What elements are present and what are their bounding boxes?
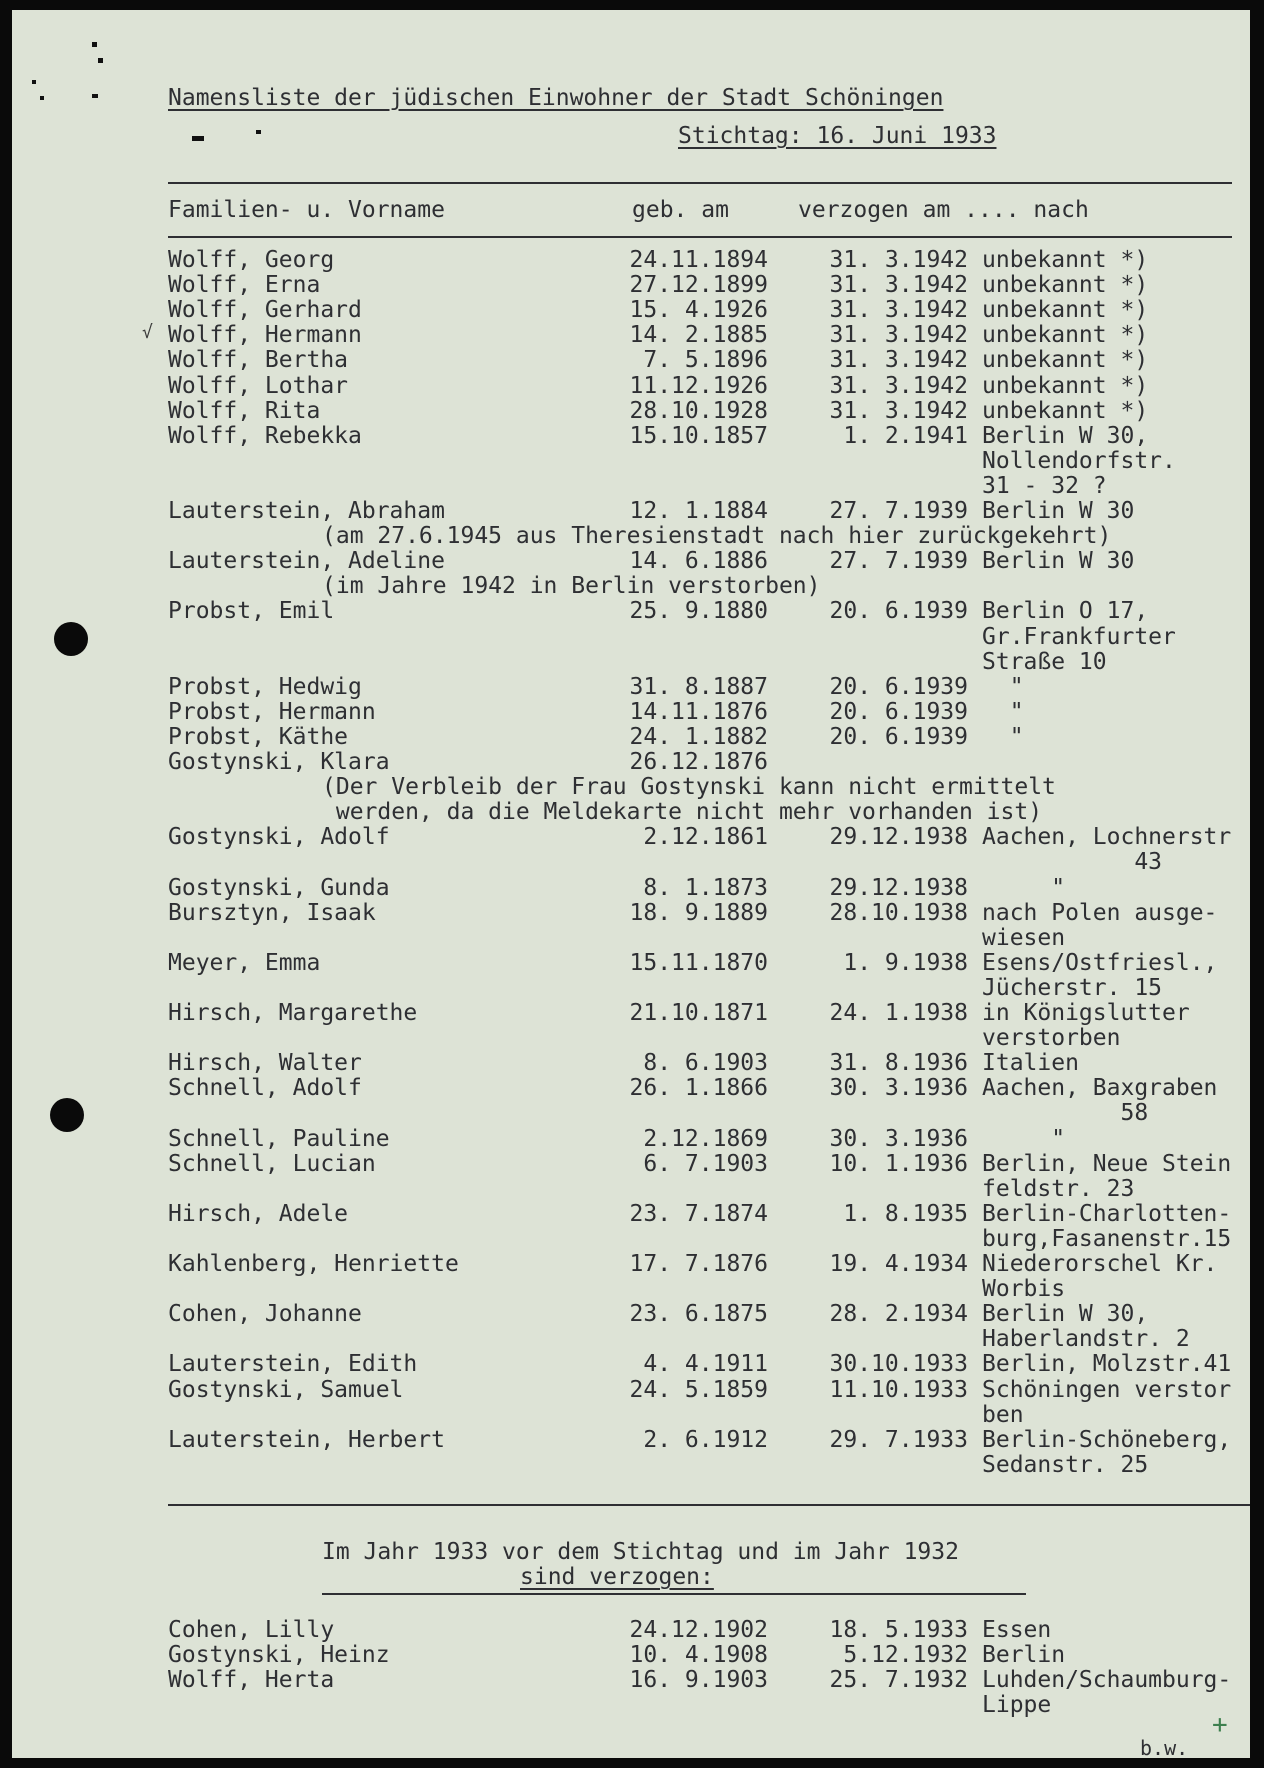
destination-cell: Berlin-Charlotten- <box>982 1200 1232 1227</box>
name-cell: Schnell, Lucian <box>168 1150 376 1177</box>
destination-cell: Berlin W 30, <box>982 422 1149 449</box>
table-row <box>12 449 1250 474</box>
destination-cell: verstorben <box>982 1025 1121 1052</box>
destination-cell: Aachen, Baxgraben <box>982 1075 1218 1102</box>
move-date-cell: 20. 6.1939 <box>829 598 968 625</box>
section-heading-line2: sind verzogen: <box>520 1564 714 1590</box>
birth-date-cell: 6. 7.1903 <box>643 1150 768 1177</box>
birth-date-cell: 8. 6.1903 <box>643 1050 768 1077</box>
table-row <box>12 1378 1250 1403</box>
table-row <box>12 1202 1250 1227</box>
destination-cell: Berlin, Neue Stein <box>982 1150 1232 1177</box>
table-row <box>12 951 1250 976</box>
name-cell: Lauterstein, Abraham <box>168 498 445 524</box>
name-cell: Wolff, Erna <box>168 272 321 299</box>
header-born: geb. am <box>632 197 729 223</box>
destination-cell: Berlin-Schöneberg, <box>982 1426 1232 1453</box>
name-cell: Wolff, Georg <box>168 247 335 273</box>
table-row <box>12 474 1250 499</box>
name-cell: Schnell, Pauline <box>168 1125 390 1152</box>
destination-cell: Berlin <box>982 1642 1066 1669</box>
name-cell: Gostynski, Samuel <box>168 1376 404 1403</box>
move-date-cell: 31. 3.1942 <box>829 347 968 374</box>
name-cell: Gostynski, Heinz <box>168 1642 390 1669</box>
birth-date-cell: 23. 7.1874 <box>629 1200 768 1227</box>
table-row <box>12 1076 1250 1101</box>
move-date-cell: 28. 2.1934 <box>829 1301 968 1328</box>
bottom-rule <box>168 1504 1250 1506</box>
destination-cell: " <box>982 1125 1066 1152</box>
table-row <box>12 1152 1250 1177</box>
move-date-cell: 1. 9.1938 <box>843 949 968 976</box>
note-text: (Der Verbleib der Frau Gostynski kann nicht ermittelt <box>322 774 1056 801</box>
birth-date-cell: 24. 5.1859 <box>629 1376 768 1403</box>
table-row <box>12 1693 1250 1718</box>
birth-date-cell: 7. 5.1896 <box>643 347 768 374</box>
destination-cell: 43 <box>982 849 1163 876</box>
destination-cell: Aachen, Lochnerstr <box>982 824 1232 851</box>
table-note <box>12 775 1250 800</box>
table-row <box>12 650 1250 675</box>
note-text: (am 27.6.1945 aus Theresienstadt nach hier zurückgekehrt) <box>322 523 1112 550</box>
destination-cell: unbekannt *) <box>982 372 1149 399</box>
move-date-cell: 31. 3.1942 <box>829 297 968 324</box>
destination-cell: " <box>982 673 1024 700</box>
table-row <box>12 926 1250 951</box>
birth-date-cell: 4. 4.1911 <box>643 1351 768 1378</box>
table-note <box>12 574 1250 599</box>
destination-cell: unbekannt *) <box>982 272 1149 299</box>
destination-cell: Italien <box>982 1050 1079 1077</box>
move-date-cell: 27. 7.1939 <box>829 548 968 575</box>
destination-cell: Nollendorfstr. <box>982 447 1176 474</box>
table-row <box>12 424 1250 449</box>
move-date-cell: 31. 3.1942 <box>829 372 968 399</box>
destination-cell: unbekannt *) <box>982 297 1149 324</box>
move-date-cell: 27. 7.1939 <box>829 498 968 524</box>
name-cell: Gostynski, Gunda <box>168 874 390 901</box>
section-rule <box>322 1593 1026 1595</box>
name-cell: Wolff, Rita <box>168 397 321 424</box>
speck <box>98 58 103 63</box>
document-title: Namensliste der jüdischen Einwohner der Stadt Schöningen <box>168 85 944 111</box>
destination-cell: Luhden/Schaumburg- <box>982 1667 1232 1694</box>
table-row <box>12 1302 1250 1327</box>
check-mark: √ <box>142 322 153 343</box>
table-row <box>12 750 1250 775</box>
birth-date-cell: 14. 2.1885 <box>629 322 768 349</box>
table-row <box>12 1001 1250 1026</box>
name-cell: Gostynski, Klara <box>168 749 390 775</box>
destination-cell: in Königslutter <box>982 1000 1190 1026</box>
header-rule <box>168 236 1232 238</box>
table-row <box>12 248 1250 273</box>
table-row <box>12 1277 1250 1302</box>
destination-cell: " <box>982 723 1024 750</box>
name-cell: Wolff, Herta <box>168 1667 335 1694</box>
cross-mark: + <box>1212 1710 1228 1740</box>
destination-cell: Straße 10 <box>982 648 1107 675</box>
name-cell: Wolff, Rebekka <box>168 422 362 449</box>
move-date-cell: 24. 1.1938 <box>829 1000 968 1026</box>
move-date-cell: 31. 3.1942 <box>829 322 968 349</box>
speck <box>92 94 98 98</box>
birth-date-cell: 26. 1.1866 <box>629 1075 768 1102</box>
table-row <box>12 1428 1250 1453</box>
name-cell: Lauterstein, Adeline <box>168 548 445 575</box>
name-cell: Lauterstein, Herbert <box>168 1426 445 1453</box>
speck <box>256 130 261 134</box>
note-text: werden, da die Meldekarte nicht mehr vorhanden ist) <box>322 799 1043 826</box>
destination-cell: Essen <box>982 1617 1052 1643</box>
destination-cell: " <box>982 874 1066 901</box>
top-rule <box>168 182 1232 184</box>
table-row <box>12 1252 1250 1277</box>
table-row <box>12 499 1250 524</box>
destination-cell: Jücherstr. 15 <box>982 974 1163 1001</box>
birth-date-cell: 24.11.1894 <box>629 247 768 273</box>
destination-cell: 58 <box>982 1100 1149 1127</box>
table-note <box>12 800 1250 825</box>
destination-cell: ben <box>982 1401 1024 1428</box>
destination-cell: Schöningen verstor <box>982 1376 1232 1403</box>
table-row <box>12 1051 1250 1076</box>
header-moved: verzogen am .... nach <box>798 197 1089 223</box>
table-row <box>12 273 1250 298</box>
table-row <box>12 675 1250 700</box>
birth-date-cell: 17. 7.1876 <box>629 1251 768 1277</box>
birth-date-cell: 2.12.1869 <box>643 1125 768 1152</box>
table-row <box>12 323 1250 348</box>
destination-cell: wiesen <box>982 924 1066 951</box>
birth-date-cell: 25. 9.1880 <box>629 598 768 625</box>
birth-date-cell: 14.11.1876 <box>629 698 768 725</box>
destination-cell: unbekannt *) <box>982 347 1149 374</box>
destination-cell: Gr.Frankfurter <box>982 623 1176 650</box>
name-cell: Kahlenberg, Henriette <box>168 1251 459 1277</box>
destination-cell: Haberlandstr. 2 <box>982 1326 1190 1353</box>
move-date-cell: 29.12.1938 <box>829 824 968 851</box>
name-cell: Wolff, Lothar <box>168 372 349 399</box>
table-row <box>12 599 1250 624</box>
name-cell: Gostynski, Adolf <box>168 824 390 851</box>
speck <box>192 136 204 141</box>
name-cell: Wolff, Bertha <box>168 347 349 374</box>
table-row <box>12 725 1250 750</box>
move-date-cell: 28.10.1938 <box>829 899 968 926</box>
destination-cell: Lippe <box>982 1692 1052 1719</box>
birth-date-cell: 14. 6.1886 <box>629 548 768 575</box>
destination-cell: burg,Fasanenstr.15 <box>982 1225 1232 1252</box>
section-heading-line1: Im Jahr 1933 vor dem Stichtag und im Jahr 1932 <box>322 1539 959 1565</box>
table-row <box>12 1403 1250 1428</box>
birth-date-cell: 10. 4.1908 <box>629 1642 768 1669</box>
name-cell: Hirsch, Margarethe <box>168 1000 418 1026</box>
move-date-cell: 30. 3.1936 <box>829 1125 968 1152</box>
move-date-cell: 11.10.1933 <box>829 1376 968 1403</box>
destination-cell: Sedanstr. 25 <box>982 1451 1149 1478</box>
move-date-cell: 30. 3.1936 <box>829 1075 968 1102</box>
move-date-cell: 1. 2.1941 <box>843 422 968 449</box>
table-row <box>12 976 1250 1001</box>
destination-cell: " <box>982 698 1024 725</box>
table-row <box>12 374 1250 399</box>
table-row <box>12 850 1250 875</box>
birth-date-cell: 23. 6.1875 <box>629 1301 768 1328</box>
table-row <box>12 700 1250 725</box>
speck <box>92 42 97 47</box>
name-cell: Wolff, Hermann <box>168 322 362 349</box>
destination-cell: Berlin W 30 <box>982 548 1135 575</box>
birth-date-cell: 15. 4.1926 <box>629 297 768 324</box>
name-cell: Lauterstein, Edith <box>168 1351 418 1378</box>
birth-date-cell: 11.12.1926 <box>629 372 768 399</box>
note-text: (im Jahre 1942 in Berlin verstorben) <box>322 573 821 600</box>
table-row <box>12 1453 1250 1478</box>
birth-date-cell: 21.10.1871 <box>629 1000 768 1026</box>
name-cell: Bursztyn, Isaak <box>168 899 376 926</box>
destination-cell: nach Polen ausge- <box>982 899 1218 926</box>
table-row <box>12 1668 1250 1693</box>
destination-cell: unbekannt *) <box>982 247 1149 273</box>
speck <box>32 80 36 84</box>
birth-date-cell: 24.12.1902 <box>629 1617 768 1643</box>
birth-date-cell: 16. 9.1903 <box>629 1667 768 1694</box>
move-date-cell: 25. 7.1932 <box>829 1667 968 1694</box>
move-date-cell: 1. 8.1935 <box>843 1200 968 1227</box>
move-date-cell: 30.10.1933 <box>829 1351 968 1378</box>
move-date-cell: 19. 4.1934 <box>829 1251 968 1277</box>
name-cell: Schnell, Adolf <box>168 1075 362 1102</box>
name-cell: Hirsch, Walter <box>168 1050 362 1077</box>
header-name: Familien- u. Vorname <box>168 197 445 223</box>
move-date-cell: 31. 3.1942 <box>829 397 968 424</box>
name-cell: Hirsch, Adele <box>168 1200 349 1227</box>
birth-date-cell: 26.12.1876 <box>629 749 768 775</box>
table-row <box>12 825 1250 850</box>
move-date-cell: 10. 1.1936 <box>829 1150 968 1177</box>
name-cell: Probst, Emil <box>168 598 335 625</box>
birth-date-cell: 8. 1.1873 <box>643 874 768 901</box>
birth-date-cell: 27.12.1899 <box>629 272 768 299</box>
table-row <box>12 625 1250 650</box>
destination-cell: feldstr. 23 <box>982 1175 1135 1202</box>
document-page <box>12 10 1250 1758</box>
reference-date: Stichtag: 16. Juni 1933 <box>678 123 997 149</box>
move-date-cell: 31. 3.1942 <box>829 272 968 299</box>
name-cell: Meyer, Emma <box>168 949 321 976</box>
name-cell: Probst, Hermann <box>168 698 376 725</box>
table-row <box>12 1227 1250 1252</box>
table-row <box>12 348 1250 373</box>
table-row <box>12 1618 1250 1643</box>
move-date-cell: 20. 6.1939 <box>829 723 968 750</box>
birth-date-cell: 24. 1.1882 <box>629 723 768 750</box>
table-note <box>12 524 1250 549</box>
birth-date-cell: 2. 6.1912 <box>643 1426 768 1453</box>
move-date-cell: 29.12.1938 <box>829 874 968 901</box>
table-row <box>12 1127 1250 1152</box>
destination-cell: Berlin W 30, <box>982 1301 1149 1328</box>
move-date-cell: 20. 6.1939 <box>829 698 968 725</box>
table-row <box>12 298 1250 323</box>
birth-date-cell: 12. 1.1884 <box>629 498 768 524</box>
move-date-cell: 29. 7.1933 <box>829 1426 968 1453</box>
move-date-cell: 31. 8.1936 <box>829 1050 968 1077</box>
name-cell: Wolff, Gerhard <box>168 297 362 324</box>
table-row <box>12 901 1250 926</box>
table-row <box>12 876 1250 901</box>
speck <box>40 96 44 100</box>
name-cell: Probst, Hedwig <box>168 673 362 700</box>
destination-cell: Berlin, Molzstr.41 <box>982 1351 1232 1378</box>
table-row <box>12 1101 1250 1126</box>
birth-date-cell: 15.11.1870 <box>629 949 768 976</box>
table-row <box>12 399 1250 424</box>
table-row <box>12 1177 1250 1202</box>
destination-cell: unbekannt *) <box>982 397 1149 424</box>
table-row <box>12 1327 1250 1352</box>
destination-cell: Worbis <box>982 1276 1066 1303</box>
table-row <box>12 1026 1250 1051</box>
table-row <box>12 1352 1250 1377</box>
destination-cell: 31 - 32 ? <box>982 472 1107 499</box>
birth-date-cell: 31. 8.1887 <box>629 673 768 700</box>
birth-date-cell: 28.10.1928 <box>629 397 768 424</box>
footer-note: b.w. <box>1140 1736 1189 1758</box>
table-row <box>12 549 1250 574</box>
destination-cell: Niederorschel Kr. <box>982 1251 1218 1277</box>
destination-cell: Berlin O 17, <box>982 598 1149 625</box>
destination-cell: Berlin W 30 <box>982 498 1135 524</box>
move-date-cell: 31. 3.1942 <box>829 247 968 273</box>
destination-cell: unbekannt *) <box>982 322 1149 349</box>
name-cell: Cohen, Johanne <box>168 1301 362 1328</box>
move-date-cell: 18. 5.1933 <box>829 1617 968 1643</box>
birth-date-cell: 18. 9.1889 <box>629 899 768 926</box>
table-row <box>12 1643 1250 1668</box>
name-cell: Probst, Käthe <box>168 723 349 750</box>
birth-date-cell: 2.12.1861 <box>643 824 768 851</box>
move-date-cell: 20. 6.1939 <box>829 673 968 700</box>
destination-cell: Esens/Ostfriesl., <box>982 949 1218 976</box>
name-cell: Cohen, Lilly <box>168 1617 335 1643</box>
move-date-cell: 5.12.1932 <box>843 1642 968 1669</box>
birth-date-cell: 15.10.1857 <box>629 422 768 449</box>
